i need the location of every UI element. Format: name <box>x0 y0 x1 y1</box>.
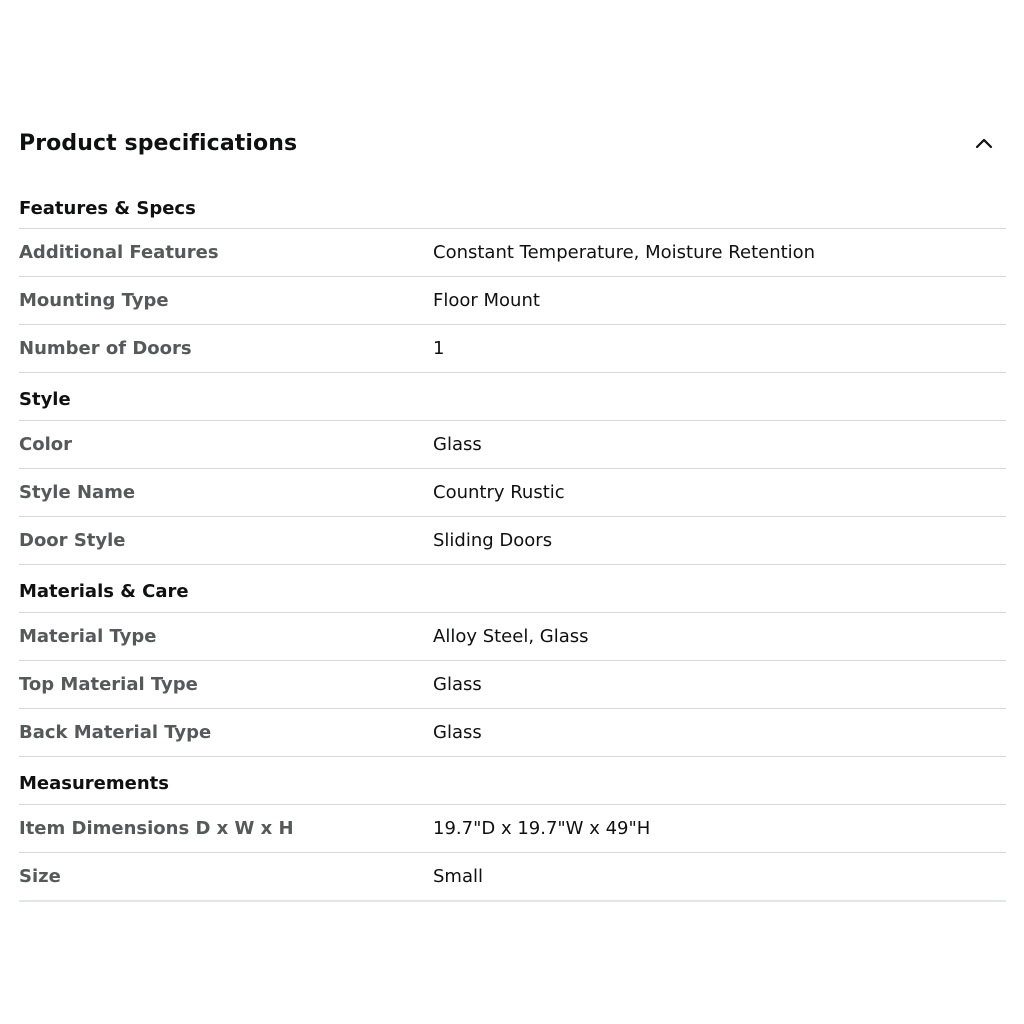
spec-value: Glass <box>433 434 482 455</box>
spec-row <box>19 613 1006 661</box>
spec-label: Additional Features <box>19 242 219 263</box>
spec-row <box>19 661 1006 709</box>
spec-value: Sliding Doors <box>433 530 553 551</box>
group-heading: Style <box>19 373 1006 421</box>
spec-value: 1 <box>433 338 445 359</box>
spec-value: Alloy Steel, Glass <box>433 626 589 647</box>
spec-row <box>19 469 1006 517</box>
spec-label: Color <box>19 434 72 455</box>
spec-value: Floor Mount <box>433 290 540 311</box>
spec-label: Style Name <box>19 482 136 503</box>
spec-label: Back Material Type <box>19 722 212 743</box>
group-heading: Materials & Care <box>19 565 1006 613</box>
spec-row <box>19 805 1006 853</box>
spec-row <box>19 421 1006 469</box>
spec-value: Constant Temperature, Moisture Retention <box>433 242 816 263</box>
group-heading: Features & Specs <box>19 189 1006 229</box>
spec-row <box>19 517 1006 565</box>
spec-row <box>19 853 1006 902</box>
spec-label: Number of Doors <box>19 338 192 359</box>
spec-value: 19.7"D x 19.7"W x 49"H <box>433 818 651 839</box>
spec-groups <box>19 189 1006 902</box>
spec-row <box>19 325 1006 373</box>
spec-row <box>19 277 1006 325</box>
product-specifications-panel <box>19 118 1006 902</box>
spec-label: Door Style <box>19 530 126 551</box>
spec-label: Material Type <box>19 626 157 647</box>
spec-label: Item Dimensions D x W x H <box>19 818 294 839</box>
spec-value: Country Rustic <box>433 482 565 503</box>
spec-label: Top Material Type <box>19 674 198 695</box>
spec-value: Glass <box>433 722 482 743</box>
panel-title: Product specifications <box>19 130 298 156</box>
spec-group-measurements <box>19 757 1006 902</box>
group-heading: Measurements <box>19 757 1006 805</box>
spec-group-features-specs <box>19 189 1006 373</box>
spec-label: Size <box>19 866 61 887</box>
spec-group-style <box>19 373 1006 565</box>
spec-value: Glass <box>433 674 482 695</box>
spec-row <box>19 229 1006 277</box>
spec-group-materials-care <box>19 565 1006 757</box>
product-specifications-header[interactable] <box>19 118 1006 168</box>
spec-label: Mounting Type <box>19 290 169 311</box>
spec-row <box>19 709 1006 757</box>
chevron-up-icon[interactable] <box>968 127 1000 159</box>
spec-value: Small <box>433 866 483 887</box>
